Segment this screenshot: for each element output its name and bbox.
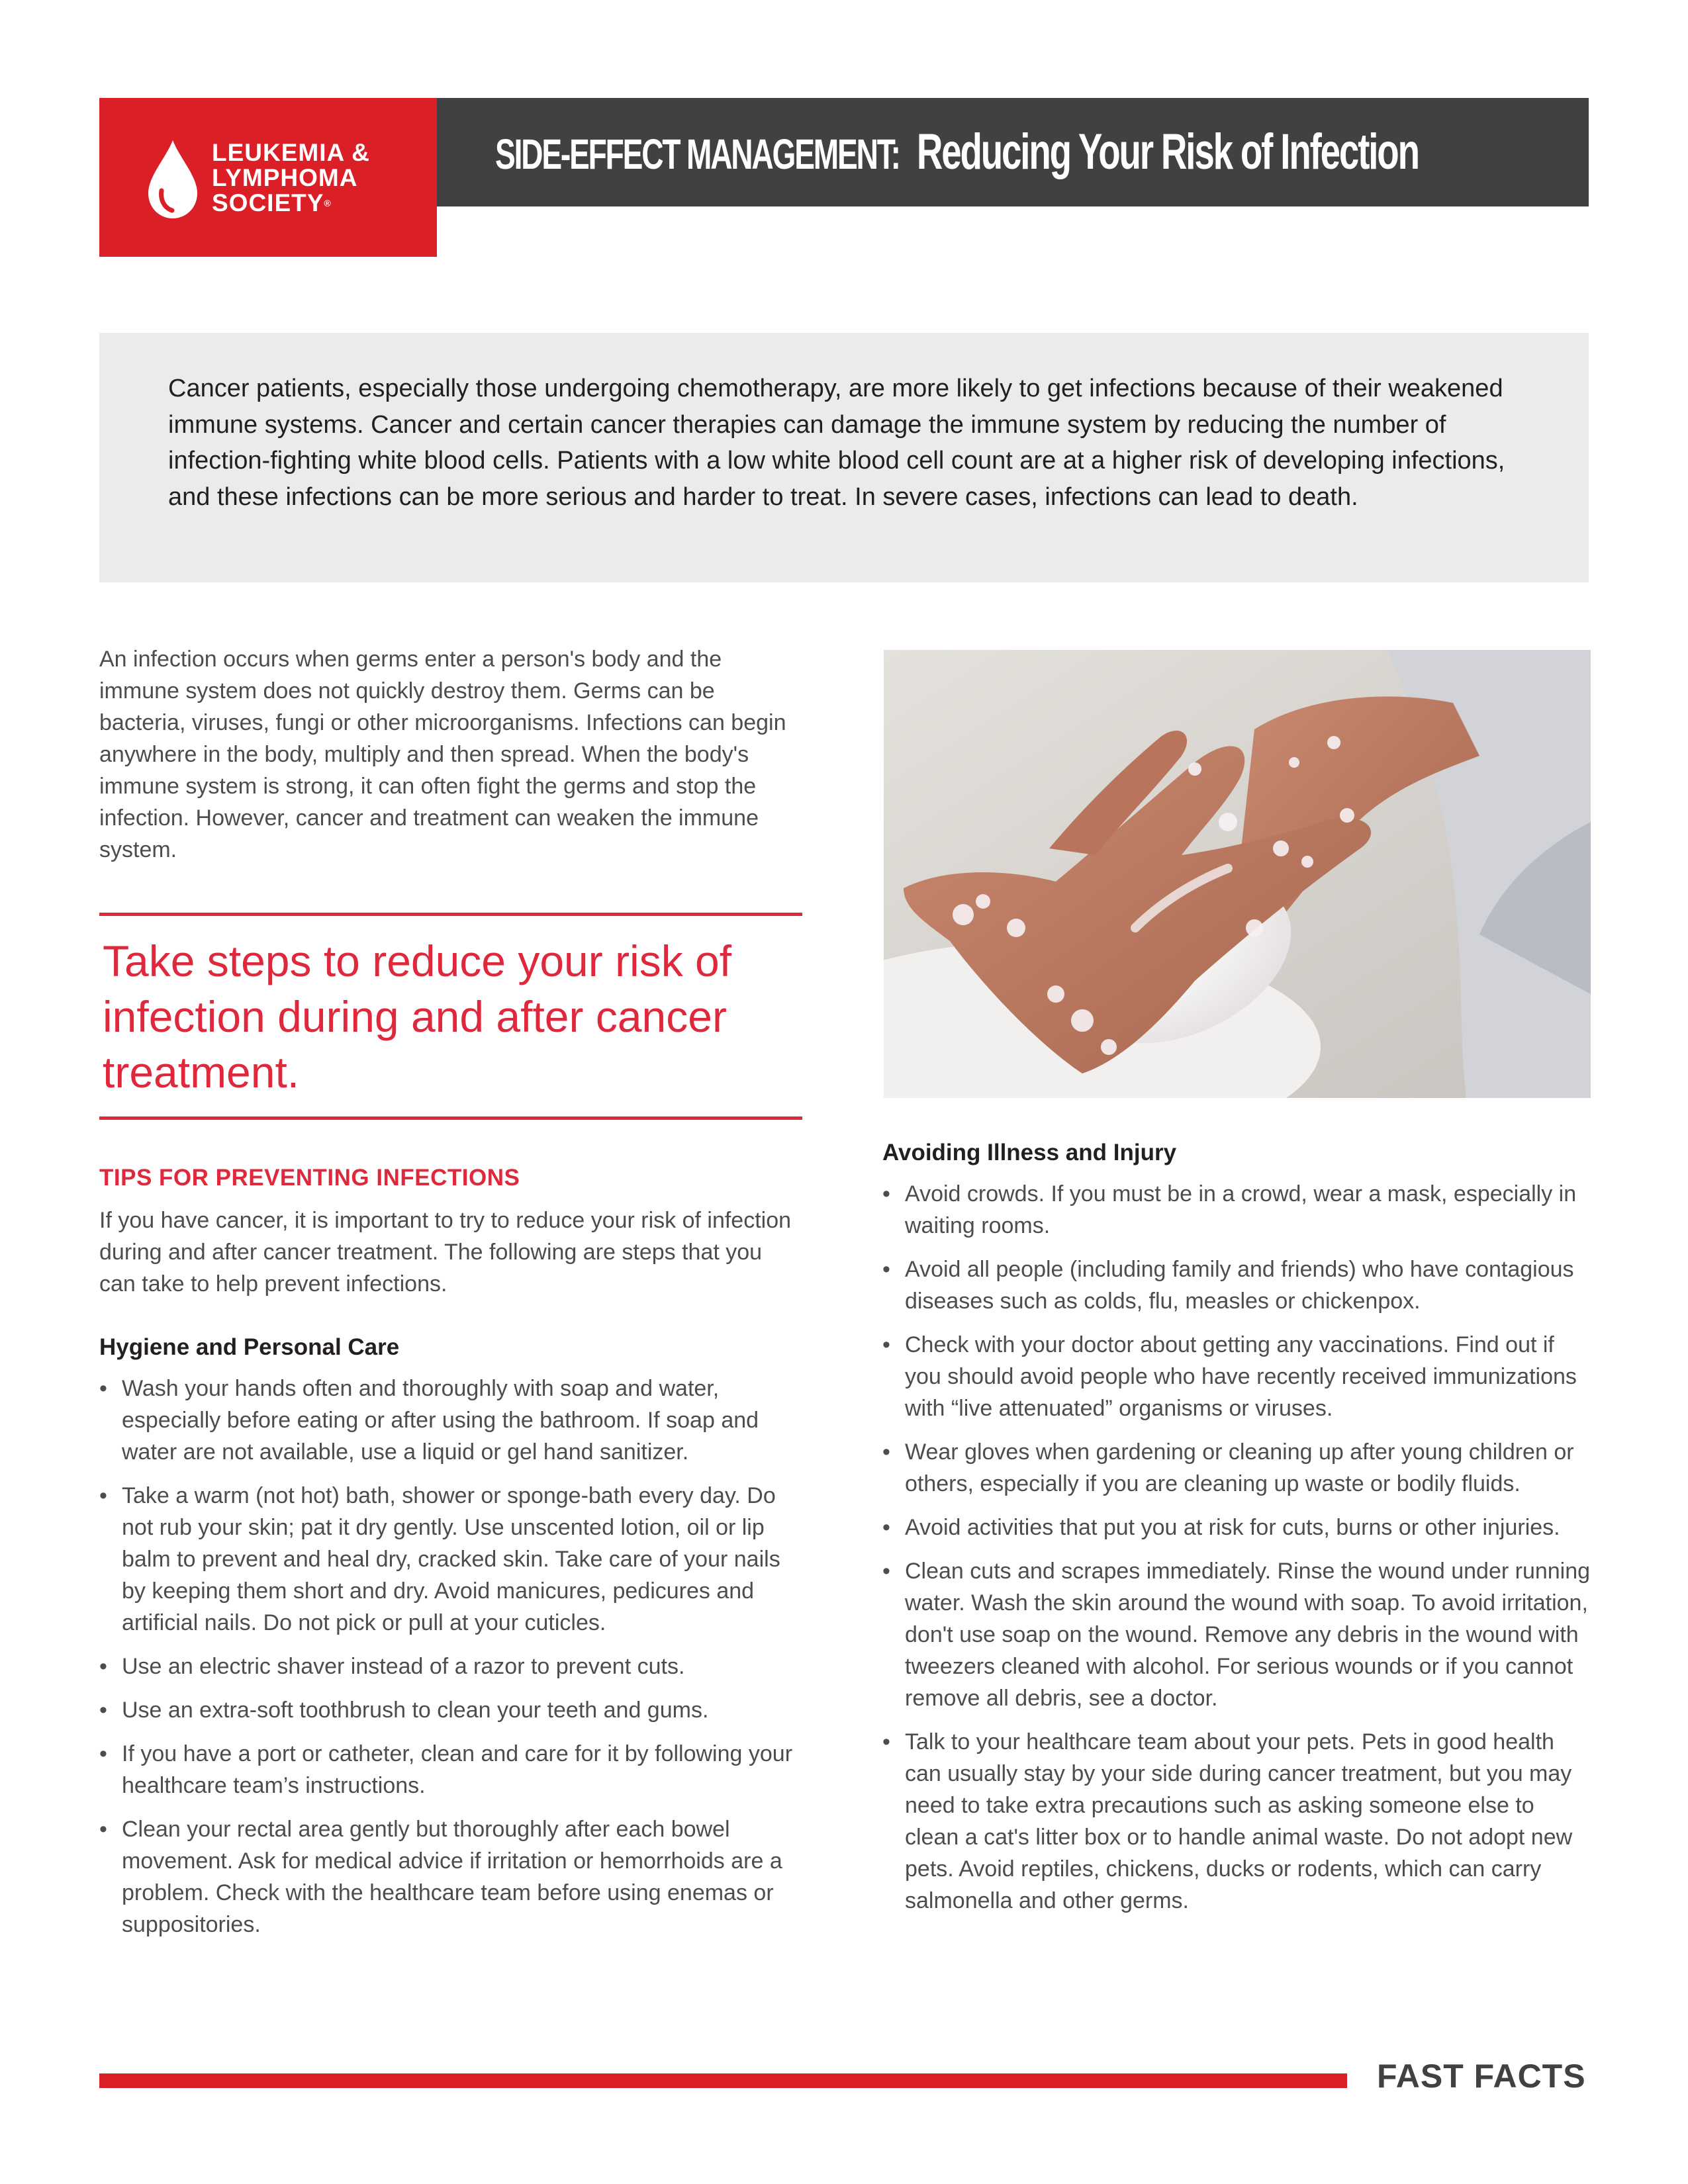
registered-mark: ®: [324, 198, 332, 208]
list-item: • Wear gloves when gardening or cleaning up after young children or others, especially if you are cleaning up waste or bodily fluids.: [882, 1436, 1594, 1500]
list-item: • Avoid crowds. If you must be in a crowd, wear a mask, especially in waiting rooms.: [882, 1178, 1594, 1242]
footer-label: FAST FACTS: [1377, 2058, 1586, 2095]
list-item: • Clean cuts and scrapes immediately. Rinse the wound under running water. Wash the skin around the wound with soap. To avoid irritation, don't use soap on the wound. Remove any debris in the wound with tweezers cleaned with alcohol. For serious wounds or if you cannot remove all debris, see a doctor.: [882, 1555, 1594, 1714]
logo-line-3: SOCIETY: [212, 189, 324, 216]
list-item: • Talk to your healthcare team about your pets. Pets in good health can usually stay by your side during cancer treatment, but you may need to take extra precautions such as asking someone else to clean a cat's litter box or to handle animal waste. Do not adopt new pets. Avoid reptiles, chickens, ducks or rodents, which can carry salmonella and other germs.: [882, 1726, 1594, 1917]
list-item: • Use an extra-soft toothbrush to clean your teeth and gums.: [99, 1694, 801, 1726]
intro-text: Cancer patients, especially those undergoing chemotherapy, are more likely to get infections because of their weakened immune systems. Cancer and certain cancer therapies can damage the immune system by reducing the number of infection-fighting white blood cells. Patients with a low white blood cell count are at a higher risk of developing infections, and these infections can be more serious and harder to treat. In severe cases, infections can lead to death.: [168, 375, 1505, 511]
hands-soap-illustration: [884, 650, 1591, 1098]
logo-line-1: LEUKEMIA &: [212, 139, 370, 166]
list-item: • Avoid all people (including family and friends) who have contagious diseases such as colds, flu, measles or chickenpox.: [882, 1253, 1594, 1317]
list-item: • Use an electric shaver instead of a razor to prevent cuts.: [99, 1651, 801, 1682]
callout-rule-bottom: [99, 1116, 802, 1120]
avoiding-heading: Avoiding Illness and Injury: [882, 1140, 1177, 1165]
lls-logo: [99, 98, 437, 257]
logo-line-2: LYMPHOMA: [212, 164, 358, 191]
hygiene-heading: Hygiene and Personal Care: [99, 1334, 400, 1360]
tips-heading: TIPS FOR PREVENTING INFECTIONS: [99, 1165, 520, 1191]
list-item: • Check with your doctor about getting any vaccinations. Find out if you should avoid people who have recently received immunizations with “live attenuated” organisms or viruses.: [882, 1329, 1594, 1424]
list-item: • Wash your hands often and thoroughly with soap and water, especially before eating or after using the bathroom. If soap and water are not available, use a liquid or gel hand sanitizer.: [99, 1373, 801, 1468]
avoiding-section: [882, 1140, 1594, 1929]
footer-bar: [99, 2073, 1347, 2088]
hygiene-list: [99, 1373, 801, 1940]
intro-box: [99, 333, 1589, 582]
body-paragraph: An infection occurs when germs enter a person's body and the immune system does not quickly destroy them. Germs can be bacteria, viruses, fungi or other microorganisms. Infections can begin anywhere in the body, multiply and then spread. When the body's immune system is strong, it can often fight the germs and stop the infection. However, cancer and treatment can weaken the immune system.: [99, 647, 786, 862]
avoiding-list: [882, 1178, 1594, 1917]
callout-rule-top: [99, 913, 802, 916]
list-item: • If you have a port or catheter, clean and care for it by following your healthcare team’s instructions.: [99, 1738, 801, 1801]
list-item: • Clean your rectal area gently but thoroughly after each bowel movement. Ask for medical advice if irritation or hemorrhoids are a problem. Check with the healthcare team before using enemas or suppositories.: [99, 1813, 801, 1940]
blood-drop-icon: [146, 139, 200, 220]
callout-text: Take steps to reduce your risk of infection during and after cancer treatment.: [103, 936, 732, 1097]
title-prefix: SIDE-EFFECT MANAGEMENT:: [495, 130, 900, 178]
tips-intro: If you have cancer, it is important to try to reduce your risk of infection during and after cancer treatment. The following are steps that you can take to help prevent infections.: [99, 1208, 792, 1297]
list-item: • Avoid activities that put you at risk for cuts, burns or other injuries.: [882, 1512, 1594, 1543]
title-bar: [437, 98, 1589, 206]
title-main: Reducing Your Risk of Infection: [916, 124, 1419, 180]
page-title: [495, 120, 1419, 186]
tips-section: [99, 1165, 801, 1952]
handwashing-photo: [884, 650, 1591, 1098]
list-item: • Take a warm (not hot) bath, shower or sponge-bath every day. Do not rub your skin; pat it dry gently. Use unscented lotion, oil or lip balm to prevent and heal dry, cracked skin. Take care of your nails by keeping them short and dry. Avoid manicures, pedicures and artificial nails. Do not pick or pull at your cuticles.: [99, 1480, 801, 1639]
logo-wordmark: [212, 140, 370, 216]
